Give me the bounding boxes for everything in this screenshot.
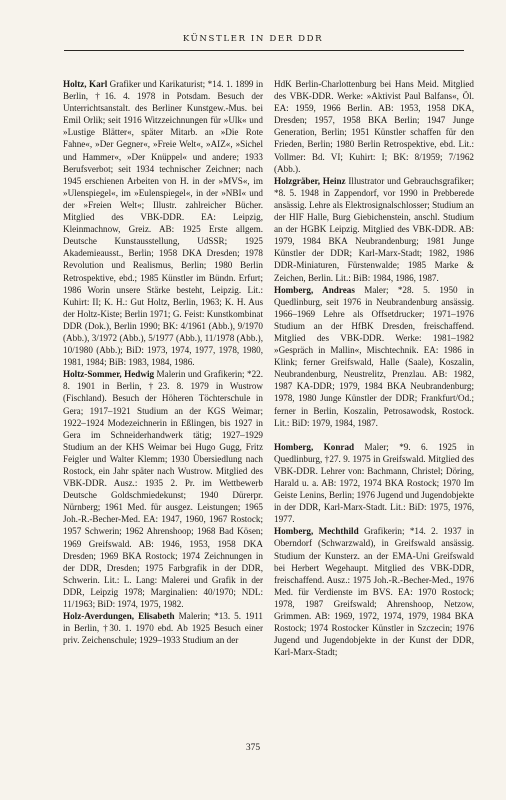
entry-name: Homberg, Mechthild (274, 526, 359, 537)
page-number: 375 (245, 743, 261, 753)
entry-holtz-karl (63, 78, 263, 368)
entry-text: Illustrator und Gebrauchsgrafiker; *8. 5. 1948 in Zappendorf, vor 1990 in Prebberede ansässig. Lehre als Elektrosignalschlosser; Studium an der HIF Halle, Burg Giebichenstein, anschl. Studium an der HGBK Leipzig. Mitglied des VBK-DDR. AB: 1979, 1984 BKA Neubrandenburg; 1981 Junge Künstler der DDR; Karl-Marx-Stadt; 1982, 1986 DDR-Miniaturen, Fürstenwalde; 1985 Marke & Zeichen, Berlin. Lit.: BiB: 1984, 1986, 1987. (274, 175, 474, 283)
entry-continuation (274, 78, 474, 175)
entry-name: Holzgräber, Heinz (274, 175, 346, 186)
entry-homberg-andreas (274, 284, 474, 429)
entry-text: Maler; *28. 5. 1950 in Quedlinburg, seit 1976 in Neubrandenburg ansässig. 1966–1969 Lehre als Offsetdrucker; 1971–1976 Studium an der HfBK Dresden, freischaffend. Mitglied des VBK-DDR. Werke: 1981–1982 »Gespräch in Mallin«, Mischtechnik. EA: 1986 in Klink; ferner Greifswald, Halle (Saale), Koszalin, Neubrandenburg, Neustrelitz, Prenzlau. AB: 1982, 1987 KA-DDR; 1979, 1984 BKA Neubrandenburg; 1978, 1980 Junge Künstler der DDR; Frankfurt/Od.; ferner in Berlin, Koszalin, Petrosawodsk, Rostock. Lit.: BiD: 1979, 1984, 1987. (274, 284, 474, 428)
entry-holzgraeber (274, 175, 474, 284)
entry-name: Holtz-Sommer, Hedwig (63, 369, 155, 380)
entry-text: Malerin; *13. 5. 1911 in Berlin, †30. 1. 1970 ebd. Ab 1925 Besuch einer priv. Zeichenschule; 1929–1933 Studium an der (63, 611, 263, 646)
header-rule (64, 50, 464, 51)
entry-holz-averdungen (63, 610, 263, 646)
entry-text: Maler; *9. 6. 1925 in Quedlinburg, †27. 9. 1975 in Greifswald. Mitglied des VBK-DDR. Lehrer von: Bachmann, Christel; Döring, Harald u. a. AB: 1972, 1974 BKA Rostock; 1970 Im Geiste Lenins, Berlin; 1976 Jugend und Jugendobjekte in der DDR, Karl-Marx-Stadt. Lit.: BiD: 1975, 1976, 1977. (274, 441, 475, 525)
running-head: KÜNSTLER IN DER DDR (182, 34, 324, 44)
entry-text: Grafikerin; *14. 2. 1937 in Oberndorf (Schwarzwald), in Greifswald ansässig. Studium der Kunsterz. an der EMA-Uni Greifswald bei Herbert Wegehaupt. Mitglied des VBK-DDR, freischaffend. Ausz.: 1975 Joh.-R.-Becher-Med., 1976 Med. für Verdienste im BVS. EA: 1970 Rostock; 1978, 1987 Greifswald; Ahrenshoop, Netzow, Grimmen. AB: 1969, 1972, 1974, 1979, 1984 BKA Rostock; 1974 Rostocker Künstler in Szczecin; 1976 Jugend und Jugendobjekte in der Kunst der DDR, Karl-Marx-Stadt; (274, 526, 474, 658)
entry-text: Malerin und Grafikerin; *22. 8. 1901 in Berlin, †23. 8. 1979 in Wustrow (Fischland). Besuch der Höheren Töchterschule in Gera; 1917–1921 Studium an der KGS Weimar; 1922–1924 Modezeichnerin in Eßlingen, bis 1927 in Gera im Schneiderhandwerk tätig; 1927–1929 Studium an der KHS Weimar bei Hugo Gugg, Fritz Feigler und Walter Klemm; 1930 Übersiedlung nach Rostock, ein Jahr später nach Wustrow. Mitglied des VBK-DDR. Ausz.: 1935 2. Pr. im Wettbewerb Deutsche Goldschmiedekunst; 1940 Dürerpr. Nürnberg; 1961 Med. für ausgez. Leistungen; 1965 Joh.-R.-Becher-Med. EA: 1947, 1960, 1967 Rostock; 1957 Schwerin; 1962 Ahrenshoop; 1968 Bad Kösen; 1969 Greifswald. AB: 1946, 1953, 1958 DKA Dresden; 1969 BKA Rostock; 1974 Zeichnungen in der DDR, Dresden; 1975 Farbgrafik in der DDR, Schwerin. Lit.: L. Lang: Malerei und Grafik in der DDR, Leipzig 1978; Marginalien: 40/1970; NDL: 11/1963; BiD: 1974, 1975, 1982. (63, 369, 263, 610)
entry-name: Holtz, Karl (63, 79, 108, 89)
entry-name: Homberg, Andreas (274, 284, 355, 295)
entry-homberg-konrad (274, 441, 474, 526)
entry-homberg-mechthild (274, 525, 474, 658)
right-column (274, 78, 474, 658)
entry-text: HdK Berlin-Charlottenburg bei Hans Meid. Mitglied des VBK-DDR. Werke: »Aktivist Paul Balfans«, Öl. EA: 1959, 1966 Berlin. AB: 1953, 1958 DKA, Dresden; 1957, 1958 BKA Berlin; 1947 Junge Generation, Berlin; 1951 Künstler schaffen für den Frieden, Berlin; 1980 Berlin Retrospektive, ebd. Lit.: Vollmer: Bd. VI; Kuhirt: I; BK: 8/1959; 7/1962 (Abb.). (274, 79, 474, 174)
entry-name: Holz-Averdungen, Elisabeth (63, 611, 175, 622)
entry-name: Homberg, Konrad (274, 441, 355, 452)
entry-text: Grafiker und Karikaturist; *14. 1. 1899 in Berlin, †16. 4. 1978 in Potsdam. Besuch der Unterrichtsanstalt. des Berliner Kunstgew.-Mus. bei Emil Orlik; seit 1916 Witzzeichnungen für »Ulk« und »Lustige Blätter«, später Mitarb. an »Die Rote Fahne«, »Der Gegner«, »Freie Welt«, »AIZ«, »Sichel und Hammer«, »Der Knüppel« und andere; 1933 Berufsverbot; seit 1934 technischer Zeichner; nach 1945 erschienen Arbeiten von H. in der »MVS«, im »Ulenspiegel«, im »Eulenspiegel«, in der »NBI« und der »Freien Welt«; Illustr. zahlreicher Bücher. Mitglied des VBK-DDR. EA: Leipzig, Kleinmachnow, Greiz. AB: 1925 Erste allgem. Deutsche Kunstausstellung, UdSSR; 1925 Akademieausst., Berlin; 1958 DKA Dresden; 1978 Revolution und Realismus, Berlin; 1980 Berlin Retrospektive, ebd.; 1985 Künstler im Bündn. Erfurt; 1986 Worin unsere Stärke besteht, Leipzig. Lit.: Kuhirt: II; K. H.: Gut Holtz, Berlin, 1963; K. H. Aus der Holtz-Kiste; Berlin 1971; G. Feist: Kunstkombinat DDR (Dok.), Berlin 1990; BK: 4/1961 (Abb.), 9/1970 (Abb.), 3/1972 (Abb.), 5/1977 (Abb.), 11/1978 (Abb.), 10/1980 (Abb.); BiD: 1973, 1974, 1977, 1978, 1980, 1981, 1984; BiB: 1983, 1984, 1986. (63, 79, 264, 368)
entry-holtz-sommer (63, 368, 263, 610)
left-column (63, 78, 263, 646)
